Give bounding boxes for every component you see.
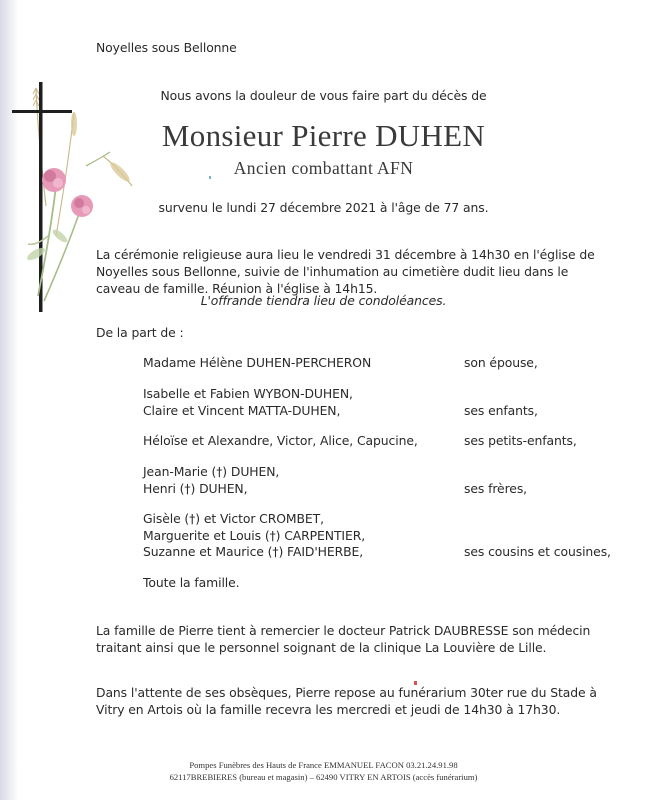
family-member: Henri (†) DUHEN, (143, 480, 248, 496)
family-intro: De la part de : (96, 325, 184, 340)
family-group (143, 464, 279, 497)
footer-line-1: Pompes Funèbres des Hauts de France EMMANUEL FACON 03.21.24.91.98 (189, 760, 458, 770)
deceased-title: Ancien combattant AFN (233, 158, 414, 178)
funerarium-paragraph: Dans l'attente de ses obsèques, Pierre repose au funérarium 30ter rue du Stade à Vitry en Artois où la famille recevra les mercredi et jeudi de 14h30 à 17h30. (96, 685, 597, 717)
family-member: Gisèle (†) et Victor CROMBET, (143, 511, 324, 526)
family-member: Claire et Vincent MATTA-DUHEN, (143, 402, 341, 418)
family-member: Jean-Marie (†) DUHEN, (143, 464, 280, 479)
family-relation: ses enfants, (464, 403, 538, 418)
deceased-name: Monsieur Pierre DUHEN (161, 118, 486, 153)
family-member: Isabelle et Fabien WYBON-DUHEN, (143, 386, 353, 401)
family-member: Marguerite et Louis (†) CARPENTIER, (143, 527, 366, 543)
family-group (143, 386, 353, 419)
footer-line-2: 62117BREBIERES (bureau et magasin) – 62490 VITRY EN ARTOIS (accès funérarium) (169, 772, 478, 782)
family-relation: ses cousins et cousines, (464, 544, 611, 559)
death-date-text: survenu le lundi 27 décembre 2021 à l'âge de 77 ans. (158, 200, 489, 215)
ceremony-paragraph: La cérémonie religieuse aura lieu le vendredi 31 décembre à 14h30 en l'église de Noyelles sous Bellonne, suivie de l'inhumation au cimetière dudit lieu dans le caveau de famille. Réunion à l'église à 14h15. (96, 247, 595, 296)
family-group (143, 511, 365, 561)
offrande-note: L'offrande tiendra lieu de condoléances. (200, 293, 447, 308)
intro-text: Nous avons la douleur de vous faire part du décès de (160, 88, 487, 103)
family-group (143, 355, 371, 372)
family-member: Madame Hélène DUHEN-PERCHERON (143, 355, 372, 370)
family-relation: ses frères, (464, 481, 528, 496)
thanks-paragraph: La famille de Pierre tient à remercier le docteur Patrick DAUBRESSE son médecin traitant ainsi que le personnel soignant de la clinique La Louvière de Lille. (96, 623, 591, 655)
family-member: Toute la famille. (143, 575, 240, 590)
family-member: Suzanne et Maurice (†) FAID'HERBE, (143, 544, 364, 559)
family-member: Héloïse et Alexandre, Victor, Alice, Capucine, (143, 433, 418, 448)
location: Noyelles sous Bellonne (96, 40, 237, 55)
family-group (143, 433, 418, 450)
family-relation: ses petits-enfants, (464, 433, 577, 448)
family-group (143, 575, 240, 592)
family-relation: son épouse, (464, 355, 538, 370)
